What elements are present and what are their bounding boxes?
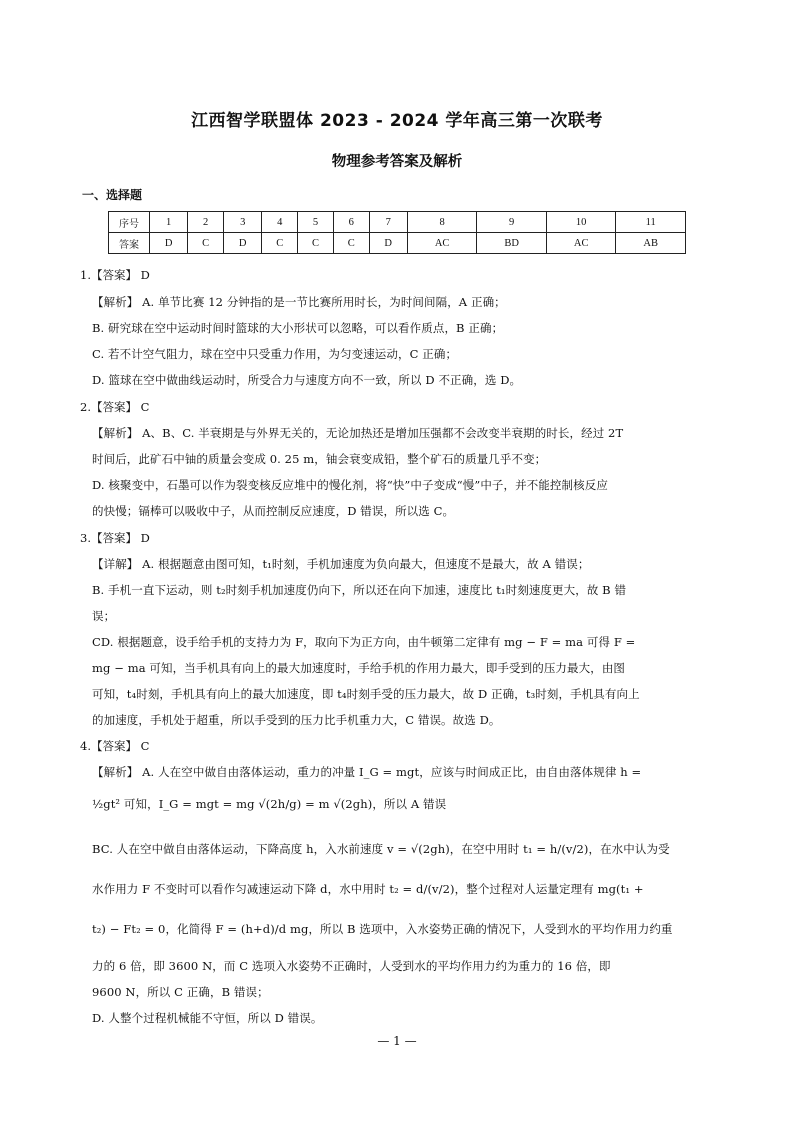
table-row-answers	[109, 233, 686, 254]
q3-line: B. 手机一直下运动，则 t₂时刻手机加速度仍向下，所以还在向下加速，速度比 t₁时刻速度更大，故 B 错	[92, 583, 627, 597]
q3-line: 可知，t₄时刻，手机具有向上的最大加速度，即 t₄时刻手受的压力最大，故 D 正确，t₃时刻，手机具有向上	[92, 687, 640, 701]
page-subtitle: 物理参考答案及解析	[331, 154, 463, 170]
table-cell: AC	[546, 233, 616, 254]
table-cell: 9	[477, 212, 547, 233]
table-cell: BD	[477, 233, 547, 254]
table-cell: D	[369, 233, 407, 254]
table-cell: 3	[224, 212, 262, 233]
q2-line: 时间后，此矿石中铀的质量会变成 0. 25 m，铀会衰变成铅，整个矿石的质量几乎不变；	[92, 452, 547, 466]
page-number: — 1 —	[377, 1034, 417, 1048]
table-head-answer: 答案	[109, 233, 150, 254]
table-cell: 7	[369, 212, 407, 233]
q3-answer: 3.【答案】 D	[80, 531, 150, 545]
q4-line: 【解析】 A. 人在空中做自由落体运动，重力的冲量 I_G = mgt，应该与时间成正比，由自由落体规律 h =	[92, 765, 642, 779]
table-cell: 11	[616, 212, 686, 233]
q1-answer: 1.【答案】 D	[80, 268, 150, 282]
table-cell: AC	[407, 233, 477, 254]
q1-line: B. 研究球在空中运动时间时篮球的大小形状可以忽略，可以看作质点，B 正确；	[92, 321, 504, 335]
table-cell: C	[298, 233, 334, 254]
table-cell: AB	[616, 233, 686, 254]
table-cell: 10	[546, 212, 616, 233]
page-title: 江西智学联盟体 2023 - 2024 学年高三第一次联考	[191, 111, 603, 131]
q4-line: 力的 6 倍，即 3600 N，而 C 选项入水姿势不正确时，人受到水的平均作用力约为重力的 16 倍，即	[92, 959, 611, 973]
table-cell: D	[150, 233, 188, 254]
q4-line: D. 人整个过程机械能不守恒，所以 D 错误。	[92, 1011, 323, 1025]
q2-line: D. 核聚变中，石墨可以作为裂变核反应堆中的慢化剂，将“快”中子变成“慢”中子，并不能控制核反应	[92, 478, 608, 492]
q2-line: 的快慢；镉棒可以吸收中子，从而控制反应速度，D 错误，所以选 C。	[92, 504, 455, 518]
table-cell: 5	[298, 212, 334, 233]
table-cell: D	[224, 233, 262, 254]
q1-line: 【解析】 A. 单节比赛 12 分钟指的是一节比赛所用时长，为时间间隔，A 正确；	[92, 295, 506, 309]
table-head-number: 序号	[109, 212, 150, 233]
table-cell: 4	[262, 212, 298, 233]
q1-line: C. 若不计空气阻力，球在空中只受重力作用，为匀变速运动，C 正确；	[92, 347, 458, 361]
table-cell: 2	[188, 212, 224, 233]
q2-answer: 2.【答案】 C	[80, 400, 150, 414]
table-cell: C	[262, 233, 298, 254]
q3-line: 误；	[92, 609, 116, 623]
q4-line: ½gt² 可知，I_G = mgt = mg √(2h/g) = m √(2gh)，所以 A 错误	[92, 797, 447, 811]
table-row-numbers	[109, 212, 686, 233]
table-cell: 1	[150, 212, 188, 233]
answer-table	[108, 211, 686, 254]
q2-line: 【解析】 A、B、C. 半衰期是与外界无关的，无论加热还是增加压强都不会改变半衰期的时长，经过 2T	[92, 426, 624, 440]
section-heading: 一、选择题	[82, 188, 143, 202]
table-cell: 6	[333, 212, 369, 233]
q4-answer: 4.【答案】 C	[80, 739, 150, 753]
table-cell: C	[333, 233, 369, 254]
q4-line: BC. 人在空中做自由落体运动，下降高度 h，入水前速度 v = √(2gh)，在空中用时 t₁ = h/(v/2)，在水中认为受	[92, 842, 670, 856]
q4-line: 9600 N，所以 C 正确，B 错误；	[92, 985, 269, 999]
q3-line: mg − ma 可知，当手机具有向上的最大加速度时，手给手机的作用力最大，即手受到的压力最大，由图	[92, 661, 626, 675]
table-cell: 8	[407, 212, 477, 233]
q1-line: D. 篮球在空中做曲线运动时，所受合力与速度方向不一致，所以 D 不正确，选 D。	[92, 373, 522, 387]
q3-line: 的加速度，手机处于超重，所以手受到的压力比手机重力大，C 错误。故选 D。	[92, 713, 501, 727]
q3-line: 【详解】 A. 根据题意由图可知，t₁时刻，手机加速度为负向最大，但速度不是最大，故 A 错误；	[92, 557, 590, 571]
q3-line: CD. 根据题意，设手给手机的支持力为 F，取向下为正方向，由牛顿第二定律有 mg − F = ma 可得 F =	[92, 635, 636, 649]
q4-line: t₂) − Ft₂ = 0，化简得 F = (h+d)/d mg，所以 B 选项中，入水姿势正确的情况下，人受到水的平均作用力约重	[92, 922, 673, 936]
table-cell: C	[188, 233, 224, 254]
q4-line: 水作用力 F 不变时可以看作匀减速运动下降 d，水中用时 t₂ = d/(v/2)，整个过程对人运量定理有 mg(t₁ +	[92, 882, 644, 896]
